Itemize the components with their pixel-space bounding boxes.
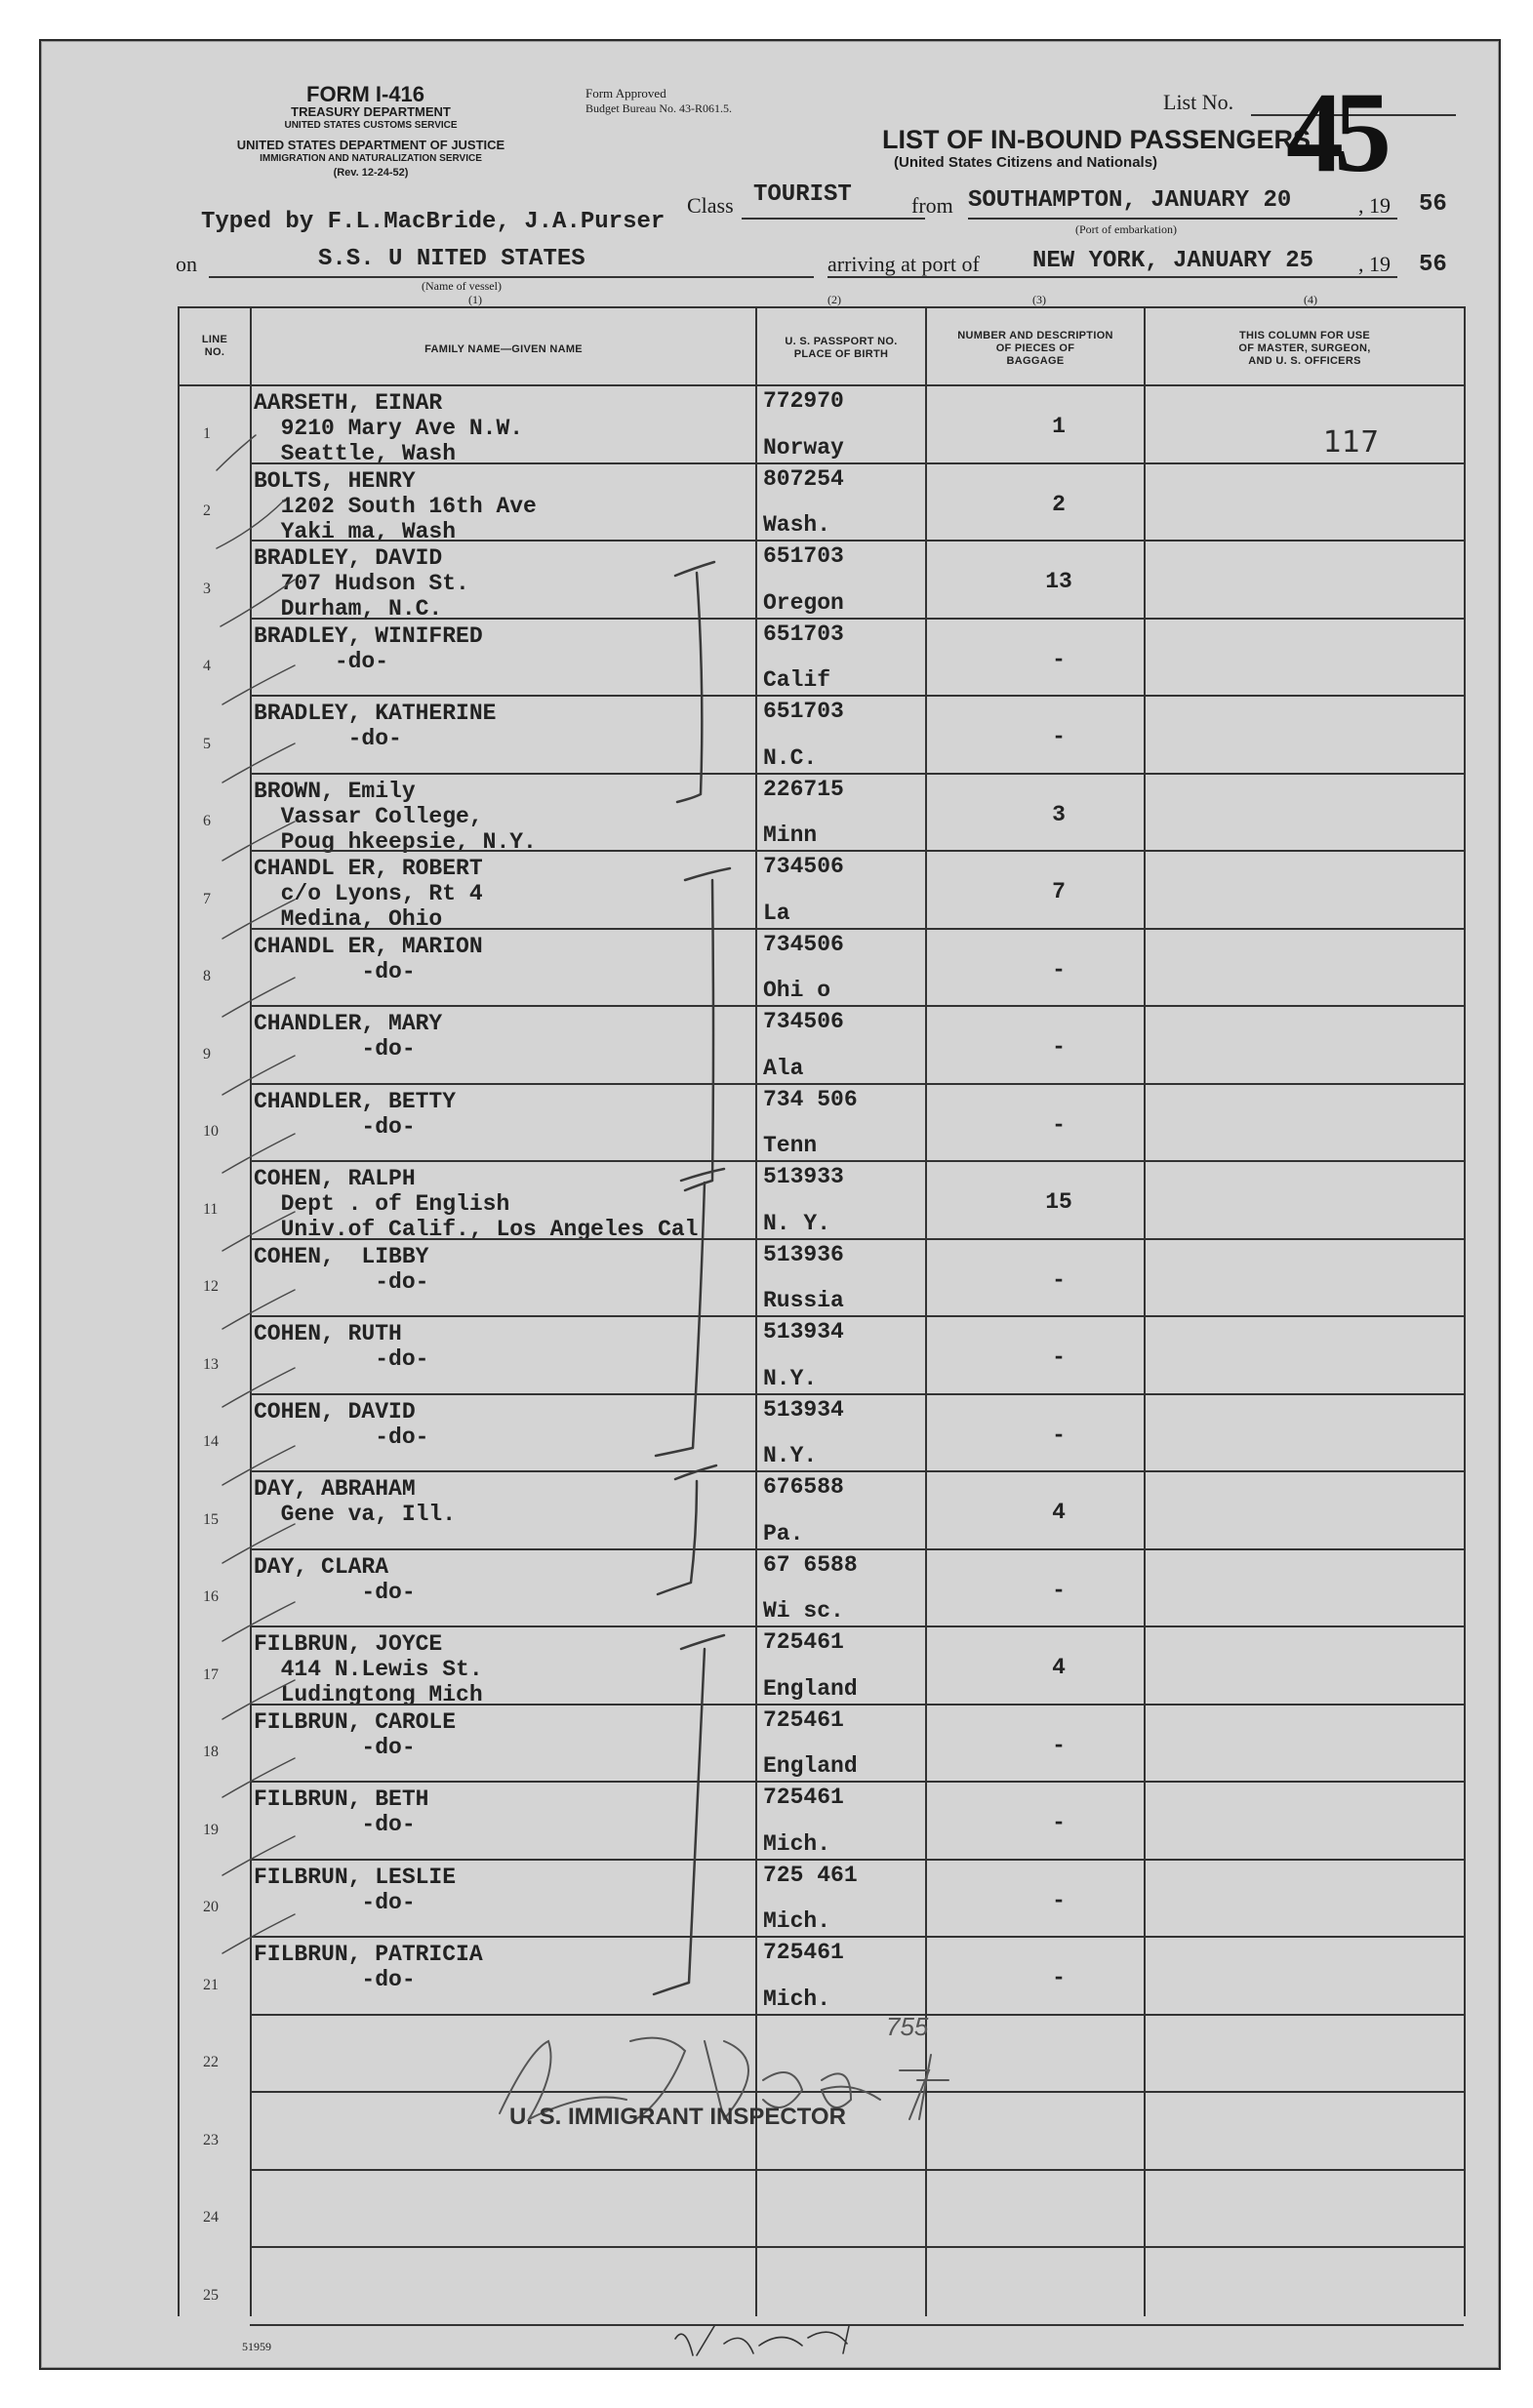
passenger-name-address: FILBRUN, PATRICIA -do- <box>254 1942 483 1992</box>
baggage-count: - <box>1052 1577 1066 1603</box>
passenger-name-address: COHEN, DAVID -do- <box>254 1398 429 1450</box>
place-of-birth: Minn <box>763 823 818 848</box>
passport-number: 734 506 <box>763 1086 858 1112</box>
inspector-signature <box>500 2031 552 2042</box>
baggage-count: - <box>1052 1344 1066 1370</box>
passport-number: 725461 <box>763 1706 844 1733</box>
inspector-label: U. S. IMMIGRANT INSPECTOR <box>509 2104 846 2130</box>
list-number: 45 <box>1286 68 1382 196</box>
passport-number: 725461 <box>763 1785 844 1810</box>
line-number: 8 <box>203 968 211 984</box>
passenger-name-address: FILBRUN, BETH -do- <box>254 1786 429 1837</box>
passport-number: 734506 <box>763 1009 844 1034</box>
class-value: TOURIST <box>753 181 852 208</box>
line-number: 15 <box>203 1510 219 1528</box>
passport-number: 651703 <box>763 621 844 647</box>
passenger-name-address: COHEN, RALPH Dept . of English Univ.of Calif., Los Angeles Cal <box>254 1166 699 1242</box>
place-of-birth: Calif <box>763 667 831 693</box>
vessel-name: S.S. U NITED STATES <box>318 246 585 272</box>
year1-prefix: , 19 <box>1358 193 1391 218</box>
dept-justice: UNITED STATES DEPARTMENT OF JUSTICE <box>236 138 505 152</box>
baggage-count: - <box>1052 956 1066 983</box>
budget-bureau: Budget Bureau No. 43-R061.5. <box>585 101 732 115</box>
baggage-count: - <box>1052 1965 1066 1990</box>
form-revision: (Rev. 12-24-52) <box>333 167 409 179</box>
passenger-name-address: COHEN, RUTH -do- <box>254 1321 429 1372</box>
line-number: 1 <box>203 424 211 442</box>
passenger-name-address: BRADLEY, DAVID 707 Hudson St. Durham, N.C. <box>254 545 469 622</box>
place-of-birth: England <box>763 1753 858 1779</box>
baggage-count: 13 <box>1045 569 1072 594</box>
arriving-label: arriving at port of <box>827 252 980 276</box>
year2-prefix: , 19 <box>1358 252 1391 276</box>
passport-number: 651703 <box>763 699 844 724</box>
passenger-name-address: AARSETH, EINAR 9210 Mary Ave N.W. Seattle, Wash <box>254 390 524 466</box>
col-number-4: (4) <box>1304 293 1317 306</box>
line-number: 12 <box>203 1278 219 1295</box>
list-title: LIST OF IN-BOUND PASSENGERS <box>882 125 1311 154</box>
passenger-name-address: BROWN, Emily Vassar College, Poug hkeepsie, N.Y. <box>254 778 537 855</box>
arriving-value: NEW YORK, JANUARY 25 <box>1032 248 1314 274</box>
line-number: 9 <box>203 1045 211 1063</box>
line-number: 20 <box>203 1899 219 1915</box>
signature-number: 755 <box>886 2012 929 2041</box>
list-no-label: List No. <box>1163 90 1234 114</box>
passport-number: 513934 <box>763 1396 844 1423</box>
dept-immigration: IMMIGRATION AND NATURALIZATION SERVICE <box>260 153 482 164</box>
class-label: Class <box>687 193 734 218</box>
passport-number: 226715 <box>763 776 844 802</box>
baggage-count: 7 <box>1052 879 1066 904</box>
baggage-count: - <box>1052 724 1066 749</box>
place-of-birth: N.C. <box>763 744 818 771</box>
passport-number: 734506 <box>763 931 844 957</box>
family-bracket-marks <box>41 41 1499 2368</box>
line-number: 25 <box>203 2286 219 2304</box>
col-number-2: (2) <box>827 293 841 306</box>
place-of-birth: Oregon <box>763 589 844 616</box>
on-label: on <box>176 252 197 276</box>
passenger-name-address: DAY, CLARA -do- <box>254 1553 416 1605</box>
passport-number: 676588 <box>763 1474 844 1500</box>
line-number: 23 <box>203 2131 219 2148</box>
place-of-birth: Pa. <box>763 1520 804 1546</box>
passport-number: 513933 <box>763 1164 844 1189</box>
line-number: 11 <box>203 1200 219 1218</box>
passenger-name-address: CHANDLER, BETTY -do- <box>254 1088 457 1140</box>
passenger-name-address: BOLTS, HENRY 1202 South 16th Ave Yaki ma, Wash <box>254 467 537 544</box>
place-of-birth: La <box>763 900 790 926</box>
line-number: 2 <box>203 502 211 519</box>
line-number: 5 <box>203 735 211 752</box>
place-of-birth: Ala <box>763 1055 804 1081</box>
place-of-birth: Russia <box>763 1288 844 1313</box>
line-number: 24 <box>203 2209 219 2226</box>
place-of-birth: N.Y. <box>763 1365 818 1391</box>
baggage-count: - <box>1052 1111 1066 1138</box>
passenger-name-address: FILBRUN, CAROLE -do- <box>254 1708 457 1760</box>
col-number-3: (3) <box>1032 293 1046 306</box>
line-number: 16 <box>203 1588 219 1605</box>
passenger-name-address: COHEN, LIBBY -do- <box>254 1243 429 1295</box>
form-approved: Form Approved <box>585 86 666 100</box>
typed-by: Typed by F.L.MacBride, J.A.Purser <box>201 209 666 235</box>
baggage-count: 15 <box>1045 1189 1072 1215</box>
line-number: 10 <box>203 1123 219 1140</box>
line-number: 17 <box>203 1666 219 1683</box>
passenger-name-address: FILBRUN, LESLIE -do- <box>254 1864 457 1915</box>
place-of-birth: Mich. <box>763 1908 831 1934</box>
passport-number: 67 6588 <box>763 1551 858 1578</box>
place-of-birth: Ohi o <box>763 978 831 1003</box>
line-number: 4 <box>203 658 211 674</box>
passport-number: 725 461 <box>763 1862 858 1888</box>
footer-typed-note <box>675 2324 728 2335</box>
baggage-count: - <box>1052 1266 1066 1293</box>
baggage-count: - <box>1052 1034 1066 1060</box>
passport-number: 651703 <box>763 543 844 569</box>
header-officers: THIS COLUMN FOR USE OF MASTER, SURGEON, AND U. S. OFFICERS <box>1238 330 1371 367</box>
place-of-birth: N. Y. <box>763 1210 831 1236</box>
header-name: FAMILY NAME—GIVEN NAME <box>424 343 583 355</box>
place-of-birth: England <box>763 1675 858 1702</box>
header-passport: U. S. PASSPORT NO. PLACE OF BIRTH <box>785 336 898 360</box>
from-label: from <box>911 193 953 218</box>
passenger-name-address: BRADLEY, KATHERINE -do- <box>254 701 497 751</box>
line-number: 14 <box>203 1433 219 1450</box>
passenger-name-address: FILBRUN, JOYCE 414 N.Lewis St. Ludingtong Mich <box>254 1631 483 1707</box>
passport-number: 772970 <box>763 388 844 414</box>
baggage-count: 1 <box>1052 414 1066 439</box>
form-number: FORM I-416 <box>306 82 425 106</box>
passport-number: 734506 <box>763 854 844 879</box>
place-of-birth: Mich. <box>763 1830 831 1857</box>
baggage-count: 4 <box>1052 1655 1066 1680</box>
baggage-count: - <box>1052 1887 1066 1913</box>
dept-treasury: TREASURY DEPARTMENT <box>291 104 451 119</box>
place-of-birth: Norway <box>763 434 844 461</box>
passenger-name-address: DAY, ABRAHAM Gene va, Ill. <box>254 1476 457 1527</box>
footer-code: 51959 <box>242 2340 271 2353</box>
line-number: 21 <box>203 1976 219 1993</box>
header-baggage: NUMBER AND DESCRIPTION OF PIECES OF BAGGAGE <box>957 330 1113 367</box>
line-number: 3 <box>203 580 211 597</box>
line-number: 18 <box>203 1744 219 1760</box>
line-number: 22 <box>203 2054 219 2070</box>
year1-value: 56 <box>1419 191 1447 218</box>
line-number: 13 <box>203 1355 219 1373</box>
baggage-count: - <box>1052 646 1066 672</box>
passenger-name-address: CHANDLER, MARY -do- <box>254 1011 443 1062</box>
passport-number: 513934 <box>763 1319 844 1344</box>
baggage-count: 3 <box>1052 801 1066 827</box>
place-of-birth: Tenn <box>763 1133 818 1158</box>
from-value: SOUTHAMPTON, JANUARY 20 <box>968 187 1292 214</box>
passenger-list-form <box>39 39 1501 2370</box>
passenger-name-address: CHANDL ER, ROBERT c/o Lyons, Rt 4 Medina, Ohio <box>254 856 483 932</box>
list-subtitle: (United States Citizens and Nationals) <box>894 154 1158 171</box>
officer-note: 117 <box>1323 425 1380 460</box>
baggage-count: - <box>1052 1422 1066 1448</box>
place-of-birth: Wash. <box>763 512 831 538</box>
place-of-birth: Mich. <box>763 1986 831 2012</box>
line-number: 7 <box>203 890 211 907</box>
passport-number: 807254 <box>763 465 844 492</box>
baggage-count: - <box>1052 1732 1066 1758</box>
place-of-birth: N.Y. <box>763 1443 818 1468</box>
passenger-name-address: BRADLEY, WINIFRED -do- <box>254 622 483 674</box>
line-number: 6 <box>203 813 211 829</box>
year2-value: 56 <box>1419 252 1447 278</box>
passport-number: 513936 <box>763 1241 844 1267</box>
line-number: 19 <box>203 1821 219 1838</box>
place-of-birth: Wi sc. <box>763 1598 844 1624</box>
col-number-1: (1) <box>468 293 482 306</box>
port-embark-label: (Port of embarkation) <box>1075 222 1177 236</box>
baggage-count: 2 <box>1052 491 1066 517</box>
baggage-count: - <box>1052 1810 1066 1835</box>
passport-number: 725461 <box>763 1940 844 1965</box>
dept-customs: UNITED STATES CUSTOMS SERVICE <box>284 120 458 131</box>
passport-number: 725461 <box>763 1629 844 1655</box>
header-line-no: LINE NO. <box>201 334 228 358</box>
baggage-count: 4 <box>1052 1500 1066 1525</box>
vessel-label: (Name of vessel) <box>422 279 502 293</box>
passenger-name-address: CHANDL ER, MARION -do- <box>254 933 483 984</box>
